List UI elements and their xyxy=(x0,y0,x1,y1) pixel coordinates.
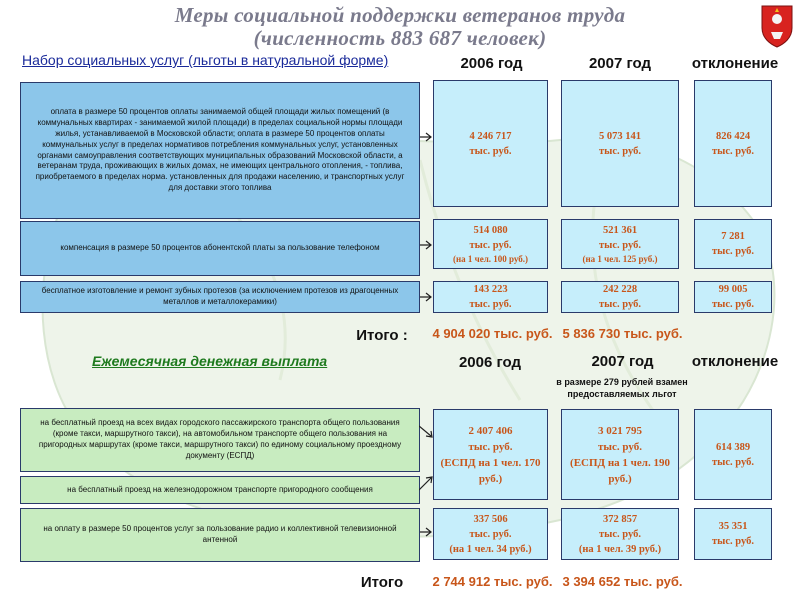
s1-row1-deviation xyxy=(694,80,772,207)
note: (ЕСПД на 1 чел. 190 руб.) xyxy=(570,456,670,485)
s2-row1-desc-a: на бесплатный проезд на всех видах городского пассажирского транспорта общего пользования (кроме такси, маршрутного такси), на автомобильном транспорте общего пользования на пригородных маршрутах (кроме такси, маршрутного такси) по единому социальному проездному документу (ЕСПД) xyxy=(20,408,420,472)
value: 4 246 717 xyxy=(469,130,512,142)
arrow-icon xyxy=(420,525,434,539)
s1-row3-deviation xyxy=(694,281,772,313)
s2-row1-2006 xyxy=(433,409,548,500)
value: 7 281 xyxy=(721,231,745,242)
note: (на 1 чел. 125 руб.) xyxy=(582,254,658,264)
unit: тыс. руб. xyxy=(712,145,754,157)
value: 521 361 xyxy=(602,225,638,236)
s2-col-2007: 2007 год xyxy=(591,353,654,370)
value: 5 073 141 xyxy=(599,130,641,142)
note: (на 1 чел. 39 руб.) xyxy=(578,543,662,555)
s1-total-2006: 4 904 020 тыс. руб. xyxy=(432,326,553,341)
unit: тыс. руб. xyxy=(599,145,641,157)
s1-row2-desc: компенсация в размере 50 процентов абонентской платы за пользование телефоном xyxy=(20,221,420,276)
s1-row2-2006 xyxy=(433,219,548,269)
s2-row1-deviation xyxy=(694,409,772,500)
s1-row3-desc: бесплатное изготовление и ремонт зубных протезов (за исключением протезов из драгоценных металлов и металлокерамики) xyxy=(20,281,420,313)
s1-total-label: Итого : xyxy=(356,327,408,344)
s2-total-label: Итого xyxy=(360,574,404,591)
s2-total-2006: 2 744 912 тыс. руб. xyxy=(432,574,553,589)
arrow-icon xyxy=(420,130,434,144)
s1-col-2007: 2007 год xyxy=(588,55,652,72)
unit: тыс. руб. xyxy=(712,536,754,547)
section1-heading: Набор социальных услуг (льготы в натуральной форме) xyxy=(22,52,389,68)
s2-row1-desc-b: на бесплатный проезд на железнодорожном транспорте пригородного сообщения xyxy=(20,476,420,504)
unit: тыс. руб. xyxy=(712,246,754,257)
s1-col-2006: 2006 год xyxy=(460,55,523,72)
unit: тыс. руб. xyxy=(712,456,754,468)
value: 242 228 xyxy=(602,284,638,295)
s1-row3-2007 xyxy=(561,281,679,313)
note: (на 1 чел. 34 руб.) xyxy=(449,543,532,555)
s1-col-deviation: отклонение xyxy=(691,55,779,72)
s1-row1-2006 xyxy=(433,80,548,207)
s2-row2-2006 xyxy=(433,508,548,560)
unit: тыс. руб. xyxy=(599,299,641,310)
coat-of-arms-icon xyxy=(758,2,796,48)
s1-row2-2007 xyxy=(561,219,679,269)
s2-row2-2007 xyxy=(561,508,679,560)
unit: тыс. руб. xyxy=(469,240,512,251)
s2-row2-desc: на оплату в размере 50 процентов услуг за пользование радио и коллективной телевизионной антенной xyxy=(20,508,420,562)
unit: тыс. руб. xyxy=(599,240,641,251)
value: 3 021 795 xyxy=(598,424,642,437)
value: 35 351 xyxy=(718,521,748,532)
arrow-icon xyxy=(419,424,435,446)
note: (на 1 чел. 100 руб.) xyxy=(452,254,529,264)
value: 372 857 xyxy=(602,513,638,525)
arrow-icon xyxy=(419,470,435,492)
s2-col-deviation: отклонение xyxy=(691,353,779,370)
unit: тыс. руб. xyxy=(712,299,754,310)
unit: тыс. руб. xyxy=(468,440,513,453)
s2-col-2007-note: в размере 279 рублей взамен предоставляемых льгот xyxy=(556,377,688,399)
arrow-icon xyxy=(420,290,434,304)
s2-row2-deviation xyxy=(694,508,772,560)
note: (ЕСПД на 1 чел. 170 руб.) xyxy=(440,456,541,485)
page-subtitle: (численность 883 687 человек) xyxy=(253,26,547,50)
s1-total-2007: 5 836 730 тыс. руб. xyxy=(562,326,683,341)
s2-col-2006: 2006 год xyxy=(458,354,522,371)
page-title: Меры социальной поддержки ветеранов труда xyxy=(174,3,626,27)
section2-heading: Ежемесячная денежная выплата xyxy=(92,353,328,369)
s1-row2-deviation xyxy=(694,219,772,269)
unit: тыс. руб. xyxy=(599,528,641,540)
value: 826 424 xyxy=(715,130,751,142)
value: 514 080 xyxy=(473,225,508,236)
unit: тыс. руб. xyxy=(469,528,512,540)
value: 143 223 xyxy=(473,284,508,295)
unit: тыс. руб. xyxy=(469,145,512,157)
s1-row1-desc: оплата в размере 50 процентов оплаты занимаемой общей площади жилых помещений (в коммунальных квартирах - занимаемой жилой площади) в пределах социальной нормы площади жилья, устанавливаемой в Московской области; оплата в размере 50 процентов оплаты коммунальных услуг в пределах нормативов потребления коммунальных услуг, установленных органами самоуправления соответствующих муниципальных образований Московской области, а ветеранам труда, проживающих в жилых домах, не имеющих центрального отопления, - топлива, приобретаемого в пределах норма. установленных для продажи населению, и транспортных услуг для доставки этого топлива xyxy=(20,82,420,219)
value: 614 389 xyxy=(715,441,751,453)
value: 337 506 xyxy=(473,513,508,525)
value: 2 407 406 xyxy=(468,424,513,437)
arrow-icon xyxy=(420,238,434,252)
value: 99 005 xyxy=(718,284,748,295)
s1-row3-2006 xyxy=(433,281,548,313)
s2-row1-2007 xyxy=(561,409,679,500)
s1-row1-2007 xyxy=(561,80,679,207)
s2-total-2007: 3 394 652 тыс. руб. xyxy=(562,574,683,589)
unit: тыс. руб. xyxy=(469,299,512,310)
unit: тыс. руб. xyxy=(598,440,642,453)
